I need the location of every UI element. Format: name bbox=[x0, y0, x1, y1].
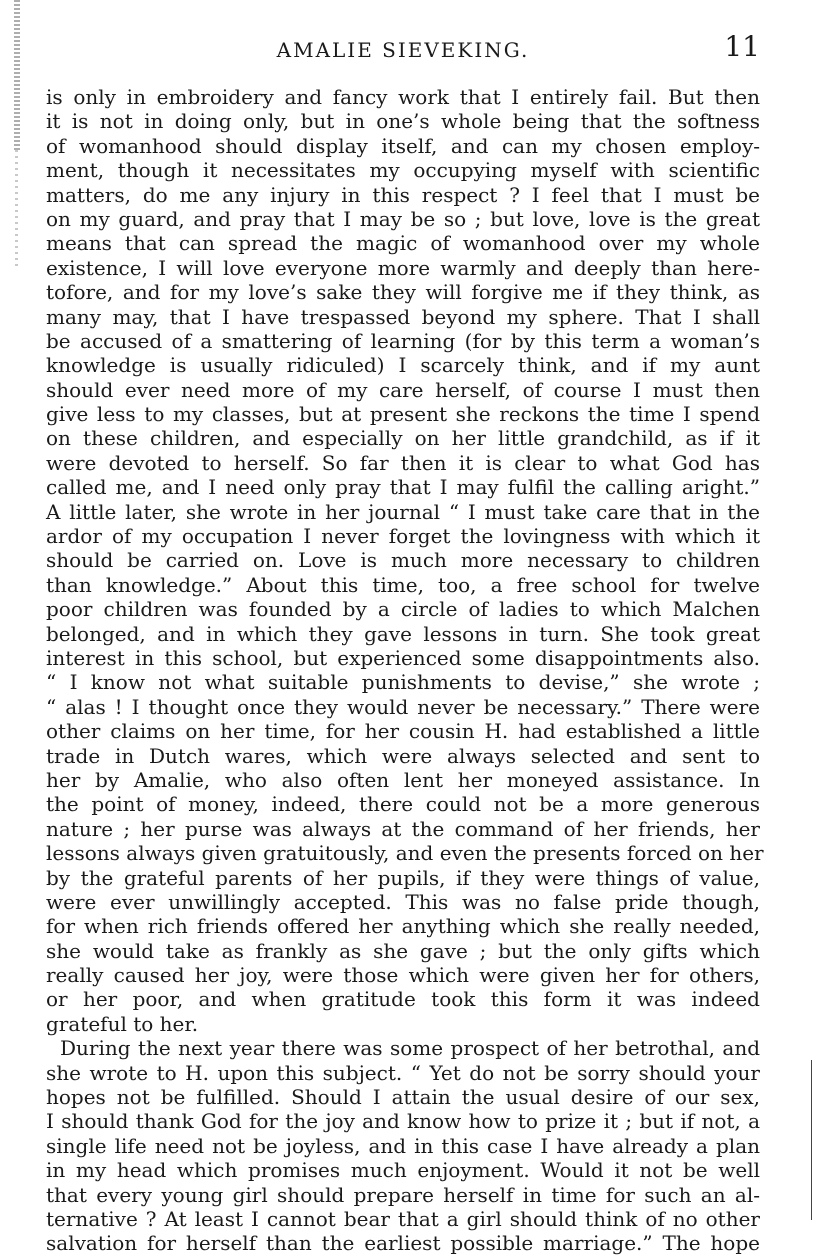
text-line: on my guard, and pray that I may be so ; but love, love is the great bbox=[46, 206, 760, 231]
text-line: During the next year there was some prospect of her betrothal, and bbox=[60, 1036, 760, 1061]
text-line: other claims on her time, for her cousin H. had established a little bbox=[46, 719, 760, 744]
text-line: poor children was founded by a circle of ladies to which Malchen bbox=[46, 597, 760, 622]
text-line: ment, though it necessitates my occupying myself with scientific bbox=[46, 158, 760, 183]
text-line: existence, I will love everyone more warmly and deeply than here- bbox=[46, 255, 760, 280]
text-line: tofore, and for my love’s sake they will forgive me if they think, as bbox=[46, 280, 760, 305]
text-line: were devoted to herself. So far then it is clear to what God has bbox=[46, 450, 760, 475]
text-line: single life need not be joyless, and in this case I have already a plan bbox=[46, 1133, 760, 1158]
text-line: by the grateful parents of her pupils, if they were things of value, bbox=[46, 865, 760, 890]
text-line: A little later, she wrote in her journal “ I must take care that in the bbox=[46, 499, 760, 524]
text-line: that every young girl should prepare herself in time for such an al- bbox=[46, 1182, 760, 1207]
text-line: in my head which promises much enjoyment. Would it not be well bbox=[46, 1158, 760, 1183]
text-line: hopes not be fulfilled. Should I attain the usual desire of our sex, bbox=[46, 1085, 760, 1110]
text-line: is only in embroidery and fancy work that I entirely fail. But then bbox=[46, 85, 760, 109]
text-line: she wrote to H. upon this subject. “ Yet do not be sorry should your bbox=[46, 1060, 760, 1085]
text-line: of womanhood should display itself, and can my chosen employ- bbox=[46, 133, 760, 158]
text-line: give less to my classes, but at present she reckons the time I spend bbox=[46, 402, 760, 427]
text-line: than knowledge.” About this time, too, a free school for twelve bbox=[46, 572, 760, 597]
text-line: should be carried on. Love is much more necessary to children bbox=[46, 548, 760, 573]
text-line: the point of money, indeed, there could not be a more generous bbox=[46, 792, 760, 817]
text-line: trade in Dutch wares, which were always selected and sent to bbox=[46, 743, 760, 768]
text-line: salvation for herself than the earliest possible marriage.” The hope bbox=[46, 1231, 760, 1256]
text-line: “ alas ! I thought once they would never be necessary.” There were bbox=[46, 694, 760, 719]
text-line: I should thank God for the joy and know how to prize it ; but if not, a bbox=[46, 1109, 760, 1134]
text-line: on these children, and especially on her little grandchild, as if it bbox=[46, 426, 760, 451]
text-line: interest in this school, but experienced some disappointments also. bbox=[46, 645, 760, 670]
text-line: called me, and I need only pray that I may fulfil the calling aright.” bbox=[46, 475, 760, 500]
body-text bbox=[46, 85, 764, 1256]
page-header bbox=[46, 30, 760, 70]
text-line: matters, do me any injury in this respect ? I feel that I must be bbox=[46, 182, 760, 207]
text-line: knowledge is usually ridiculed) I scarcely think, and if my aunt bbox=[46, 353, 760, 378]
text-line: or her poor, and when gratitude took this form it was indeed bbox=[46, 987, 760, 1012]
text-line: many may, that I have trespassed beyond my sphere. That I shall bbox=[46, 304, 760, 329]
text-line: ardor of my occupation I never forget the lovingness with which it bbox=[46, 524, 760, 549]
text-line: nature ; her purse was always at the command of her friends, her bbox=[46, 816, 760, 841]
text-line: grateful to her. bbox=[46, 1011, 199, 1036]
text-line: ternative ? At least I cannot bear that a girl should think of no other bbox=[46, 1206, 760, 1231]
text-line: “ I know not what suitable punishments to devise,” she wrote ; bbox=[46, 670, 760, 695]
text-line: means that can spread the magic of womanhood over my whole bbox=[46, 231, 760, 256]
text-line: she would take as frankly as she gave ; but the only gifts which bbox=[46, 938, 760, 963]
page-edge-line bbox=[811, 1060, 812, 1220]
text-line: really caused her joy, were those which were given her for others, bbox=[46, 963, 760, 988]
text-line: be accused of a smattering of learning (for by this term a woman’s bbox=[46, 328, 760, 353]
text-line: should ever need more of my care herself, of course I must then bbox=[46, 377, 760, 402]
text-line: were ever unwillingly accepted. This was no false pride though, bbox=[46, 889, 760, 914]
text-line: belonged, and in which they gave lessons in turn. She took great bbox=[46, 621, 760, 646]
text-line: her by Amalie, who also often lent her moneyed assistance. In bbox=[46, 767, 760, 792]
page-number: 11 bbox=[724, 30, 760, 63]
page-edge-shadow-faint bbox=[15, 150, 18, 270]
page-edge-shadow bbox=[14, 0, 20, 150]
running-head: AMALIE SIEVEKING. bbox=[276, 38, 530, 62]
text-line: lessons always given gratuitously, and even the presents forced on her bbox=[46, 841, 764, 866]
text-line: for when rich friends offered her anything which she really needed, bbox=[46, 914, 760, 939]
text-line: it is not in doing only, but in one’s whole being that the softness bbox=[46, 109, 760, 134]
